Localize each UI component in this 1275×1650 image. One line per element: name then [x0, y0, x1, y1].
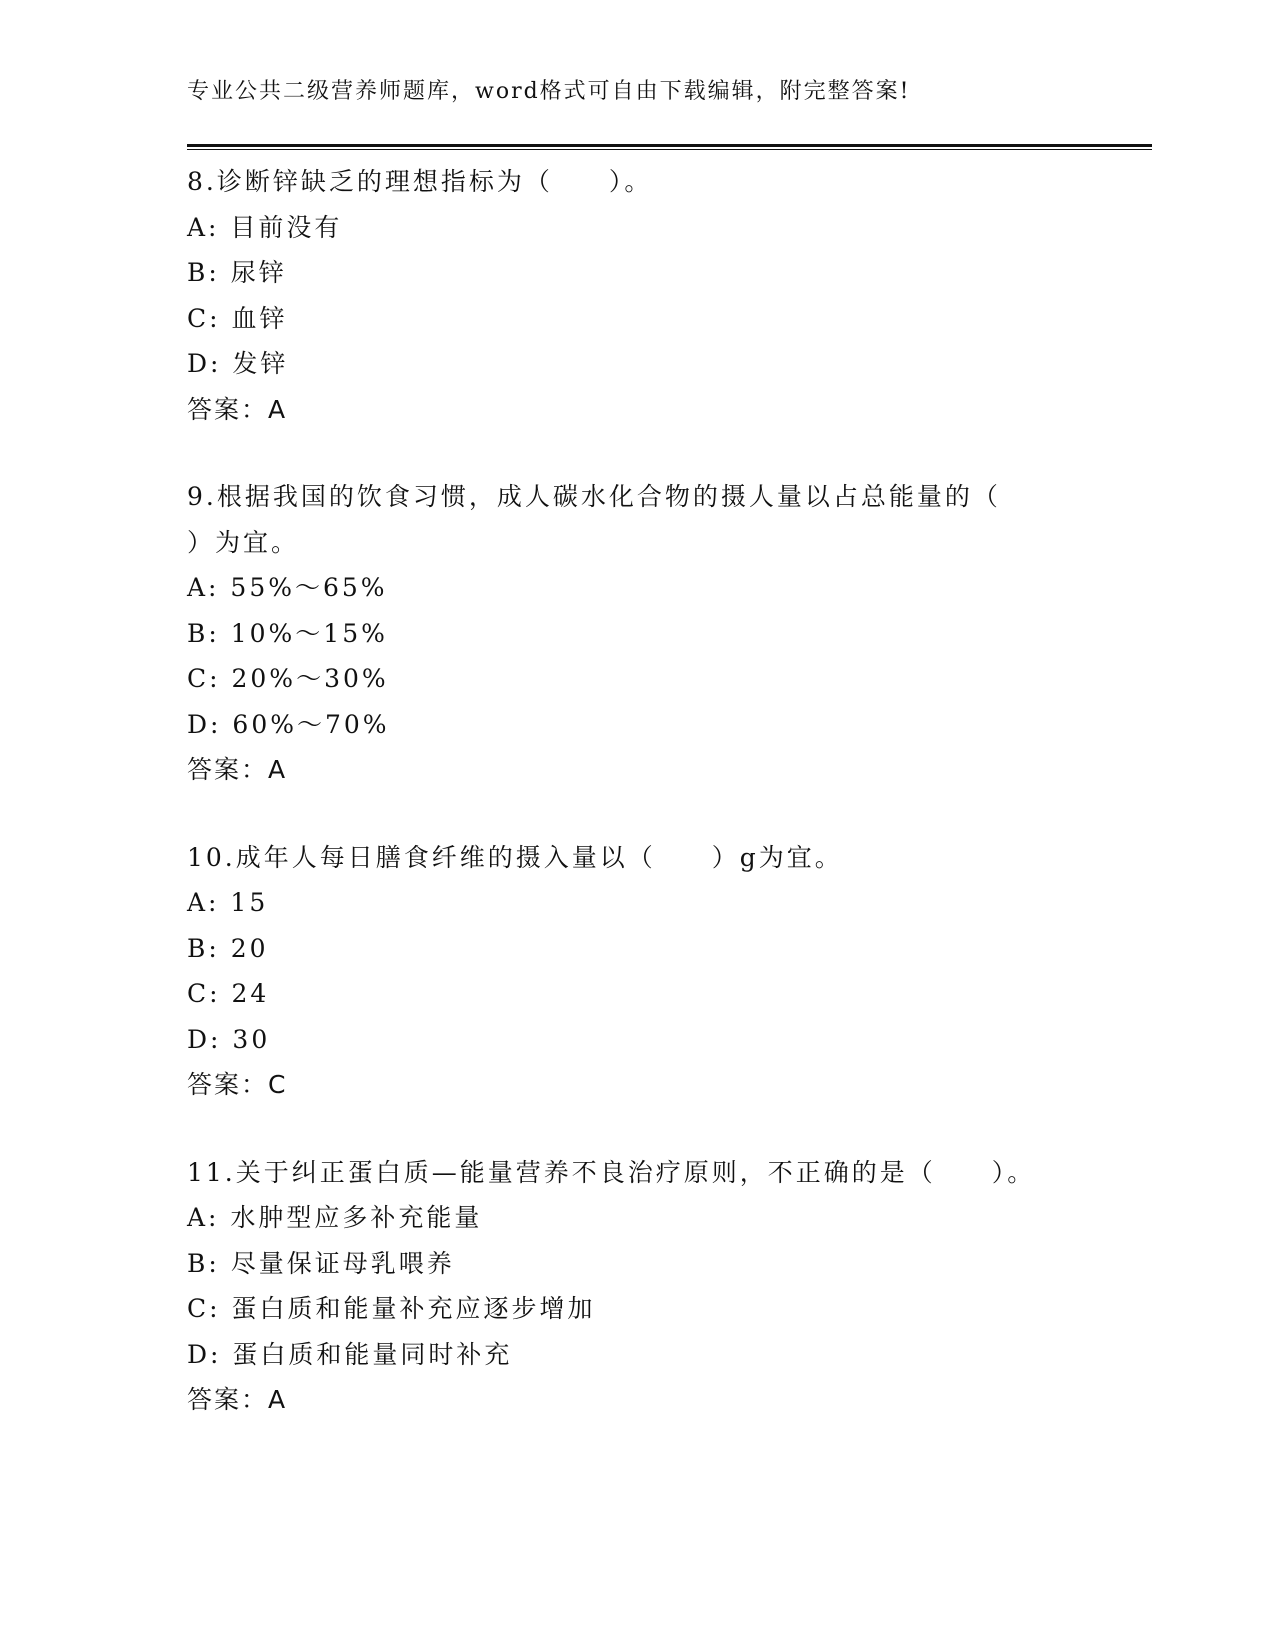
question-stem: 9.根据我国的饮食习惯，成人碳水化合物的摄人量以占总能量的（ [187, 482, 1001, 511]
option-c: C: 蛋白质和能量补充应逐步增加 [187, 1294, 596, 1323]
option-c: C: 24 [187, 979, 270, 1008]
question-list [187, 159, 1147, 1465]
page-header: 专业公共二级营养师题库，word格式可自由下载编辑，附完整答案! [187, 79, 911, 104]
option-d: D: 发锌 [187, 349, 289, 378]
option-d: D: 30 [187, 1024, 271, 1054]
option-c: C: 血锌 [187, 303, 288, 333]
option-d: D: 蛋白质和能量同时补充 [187, 1339, 513, 1369]
question-stem: 10.成年人每日膳食纤维的摄入量以（ ）g为宜。 [187, 842, 843, 872]
answer-line: 答案：A [187, 755, 288, 784]
answer-line: 答案：A [187, 1385, 288, 1414]
option-b: B: 10%～15% [187, 618, 388, 648]
option-b: B: 20 [187, 933, 269, 963]
question-8 [187, 159, 1147, 432]
option-a: A: 目前没有 [187, 212, 343, 242]
question-9 [187, 474, 1147, 793]
option-c: C: 20%～30% [187, 664, 389, 693]
question-10 [187, 835, 1147, 1108]
answer-line: 答案：C [187, 1070, 288, 1099]
question-stem: 8.诊断锌缺乏的理想指标为（ ）。 [187, 167, 653, 196]
option-b: B: 尿锌 [187, 258, 287, 287]
option-a: A: 水肿型应多补充能量 [187, 1203, 483, 1232]
answer-line: 答案：A [187, 394, 288, 424]
question-stem: 11.关于纠正蛋白质—能量营养不良治疗原则，不正确的是（ ）。 [187, 1157, 1036, 1187]
option-a: A: 15 [187, 888, 269, 917]
question-stem-continued: ）为宜。 [187, 527, 300, 557]
header-divider [187, 144, 1152, 150]
option-a: A: 55%～65% [187, 573, 388, 602]
question-11 [187, 1150, 1147, 1423]
option-b: B: 尽量保证母乳喂养 [187, 1248, 455, 1278]
option-d: D: 60%～70% [187, 709, 390, 739]
